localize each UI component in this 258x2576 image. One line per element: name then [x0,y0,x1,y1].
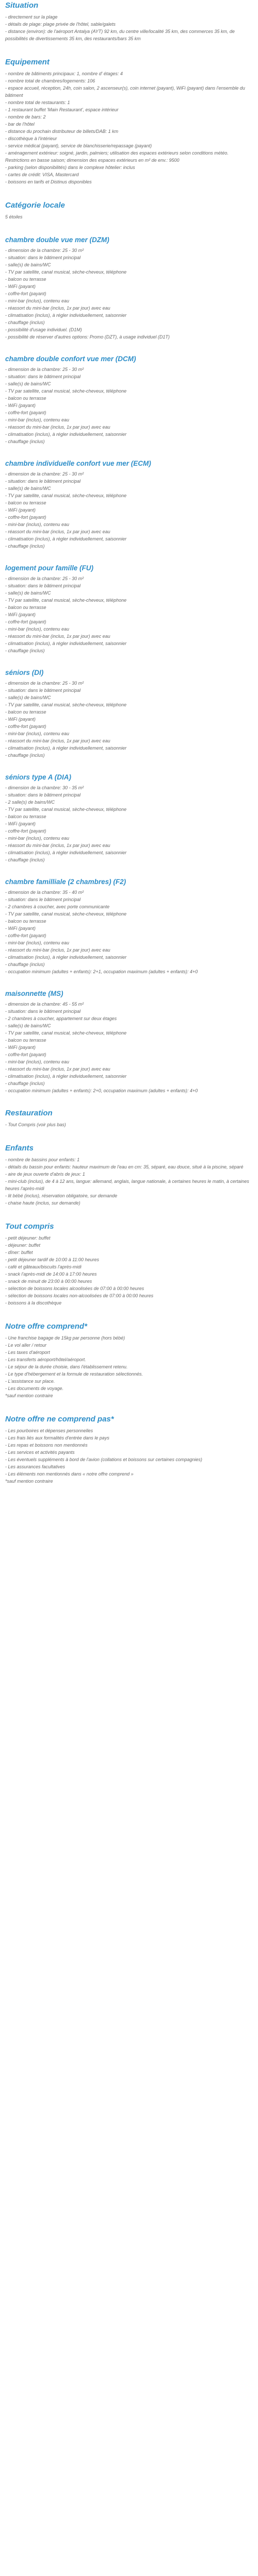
list-item: - climatisation (inclus), à régler individuellement, saisonnier [5,850,127,855]
list-item: - climatisation (inclus), à régler individuellement, saisonnier [5,1074,127,1079]
list-item: - coffre-fort (payant) [5,619,46,624]
room-features-list [5,1001,253,1094]
list-item: - bar de l'hôtel [5,122,35,127]
list-item: - nombre de bars: 2 [5,114,46,120]
room-features-list [5,680,253,759]
section-equipement [5,58,253,185]
list-item: - chauffage (inclus) [5,857,45,862]
list-item: - chauffage (inclus) [5,753,45,758]
list-item: - WiFi (payant) [5,926,36,931]
room-section [5,355,253,445]
list-item: - Le vol aller / retour [5,1343,47,1348]
list-item: - balcon ou terrasse [5,277,46,282]
list-item: - Les transferts aéroport/hôtel/aéroport. [5,1357,86,1362]
list-item: - boissons à la discothèque [5,1300,62,1306]
section-title-situation: Situation [5,1,39,10]
list-item: - distance du prochain distributeur de billets/DAB: 1 km [5,129,119,134]
rooms-container [5,236,253,1094]
list-item: - café et gâteaux/biscuits l'après-midi [5,1264,82,1269]
section-title-notre-offre-ne-comprend-pas: Notre offre ne comprend pas* [5,1415,114,1423]
list-item: - réassort du mini-bar (inclus, 1x par jour) avec eau [5,947,110,953]
list-item: - sélection de boissons locales alcoolisées de 07:00 à 00:00 heures [5,1286,144,1291]
list-item: - situation: dans le bâtiment principal [5,479,81,484]
list-item: - chauffage (inclus) [5,439,45,444]
list-item: - nombre total de chambres/logements: 106 [5,78,95,83]
section-situation [5,1,253,42]
list-item: - WiFi (payant) [5,284,36,289]
restauration-list [5,1121,253,1128]
list-item: - chauffage (inclus) [5,544,45,549]
list-item: - dimension de la chambre: 25 - 30 m² [5,681,84,686]
list-item: - WiFi (payant) [5,403,36,408]
room-section [5,990,253,1094]
list-item: - TV par satellite, canal musical, sèche-cheveux, téléphone [5,807,127,812]
list-item: - salle(s) de bains/WC [5,1023,51,1028]
section-categorie [5,201,253,221]
list-item: - TV par satellite, canal musical, sèche-cheveux, téléphone [5,388,127,394]
list-item: - TV par satellite, canal musical, sèche-cheveux, téléphone [5,911,127,917]
list-item: - coffre-fort (payant) [5,410,46,415]
list-item: - coffre-fort (payant) [5,828,46,834]
list-item: - dimension de la chambre: 25 - 30 m² [5,576,84,581]
room-title: chambre double vue mer (DZM) [5,236,109,244]
list-item: - dimension de la chambre: 45 - 55 m² [5,1002,84,1007]
list-item: - occupation minimum (adultes + enfants): 2+1, occupation maximum (adultes + enfants): 4+0 [5,969,198,974]
list-item: - climatisation (inclus), à régler individuellement, saisonnier [5,432,127,437]
list-item: - Tout Compris (voir plus bas) [5,1122,66,1127]
list-item: - 2 salle(s) de bains/WC [5,800,55,805]
list-item: - TV par satellite, canal musical, sèche-cheveux, téléphone [5,598,127,603]
list-item: - salle(s) de bains/WC [5,262,51,267]
list-item: - situation: dans le bâtiment principal [5,255,81,260]
notre-offre-comprend-note: *sauf mention contraire [5,1393,53,1398]
list-item: - WiFi (payant) [5,1045,36,1050]
list-item: - réassort du mini-bar (inclus, 1x par jour) avec eau [5,1066,110,1072]
section-title-restauration: Restauration [5,1109,53,1117]
list-item: - boissons en tarifs et Distinus disponibles [5,179,92,184]
list-item: - chauffage (inclus) [5,962,45,967]
list-item: - situation: dans le bâtiment principal [5,897,81,902]
list-item: - climatisation (inclus), à régler individuellement, saisonnier [5,745,127,751]
section-title-equipement: Equipement [5,58,50,66]
room-section [5,773,253,863]
section-title-enfants: Enfants [5,1144,34,1153]
list-item: - climatisation (inclus), à régler individuellement, saisonnier [5,641,127,646]
situation-list [5,13,253,42]
list-item: - petit déjeuner: buffet [5,1235,51,1241]
list-item: - balcon ou terrasse [5,605,46,610]
list-item: - mini-bar (inclus), contenu eau [5,836,70,841]
list-item: - dimension de la chambre: 35 - 40 m² [5,890,84,895]
list-item: - situation: dans le bâtiment principal [5,792,81,798]
list-item: - mini-bar (inclus), contenu eau [5,626,70,632]
list-item: - mini-bar (inclus), contenu eau [5,522,70,527]
list-item: - petit déjeuner tardif de 10:00 à 11:00 heures [5,1257,99,1262]
room-section [5,669,253,759]
list-item: - parking (selon disponibilités) dans le complexe hôtelier: inclus [5,165,135,170]
list-item: - Les pourboires et dépenses personnelles [5,1428,93,1433]
list-item: - TV par satellite, canal musical, sèche-cheveux, téléphone [5,493,127,498]
list-item: - situation: dans le bâtiment principal [5,1009,81,1014]
section-notre-offre-ne-comprend-pas [5,1415,253,1485]
room-features-list [5,247,253,341]
list-item: - espace accueil, réception, 24h, coin salon, 2 ascenseur(s), coin internet (payant), WiFi (payant) dans l'ensemble du bâtiment [5,86,245,98]
room-features-list [5,470,253,550]
list-item: - mini-bar (inclus), contenu eau [5,417,70,422]
list-item: - coffre-fort (payant) [5,724,46,729]
list-item: - chauffage (inclus) [5,320,45,325]
list-item: - salle(s) de bains/WC [5,486,51,491]
list-item: - WiFi (payant) [5,612,36,617]
list-item: - dimension de la chambre: 25 - 30 m² [5,471,84,477]
room-section [5,878,253,975]
list-item: - dimension de la chambre: 30 - 35 m² [5,785,84,790]
room-title: maisonnette (MS) [5,990,63,997]
list-item: - 2 chambres à coucher, appartement sur deux étages [5,1016,117,1021]
list-item: - lit bébé (inclus), réservation obligatoire, sur demande [5,1193,118,1198]
list-item: - occupation minimum (adultes + enfants): 2+0, occupation maximum (adultes + enfants): 4+0 [5,1088,198,1093]
list-item: - coffre-fort (payant) [5,515,46,520]
list-item: - nombre total de restaurants: 1 [5,100,70,105]
notre-offre-comprend-list [5,1334,253,1392]
list-item: - Le type d'hébergement et la formule de restauration sélectionnés. [5,1371,143,1377]
section-title-tout-compris: Tout compris [5,1222,54,1231]
list-item: - Les services et activités payants [5,1450,75,1455]
section-notre-offre-comprend [5,1322,253,1399]
list-item: - salle(s) de bains/WC [5,381,51,386]
list-item: - cartes de crédit: VISA, Mastercard [5,172,79,177]
list-item: - situation: dans le bâtiment principal [5,583,81,588]
list-item: - coffre-fort (payant) [5,1052,46,1057]
room-section [5,236,253,341]
list-item: - mini-bar (inclus), contenu eau [5,940,70,945]
list-item: - TV par satellite, canal musical, sèche-cheveux, téléphone [5,1030,127,1036]
room-features-list [5,784,253,863]
list-item: - dimension de la chambre: 25 - 30 m² [5,367,84,372]
categorie-value: 5 étoiles [5,214,23,219]
room-title: chambre familliale (2 chambres) (F2) [5,878,126,886]
list-item: - salle(s) de bains/WC [5,590,51,596]
list-item: - WiFi (payant) [5,821,36,826]
list-item: - Le séjour de la durée choisie, dans l'établissement retenu. [5,1364,128,1369]
list-item: - chauffage (inclus) [5,648,45,653]
list-item: - mini-bar (inclus), contenu eau [5,731,70,736]
notre-offre-ne-comprend-pas-note: *sauf mention contraire [5,1479,53,1484]
list-item: - déjeuner: buffet [5,1243,41,1248]
list-item: - possibilité d'usage individuel. (D1M) [5,327,82,332]
list-item: - Les assurances facultatives [5,1464,66,1469]
list-item: - mini-bar (inclus), contenu eau [5,298,70,303]
list-item: - balcon ou terrasse [5,500,46,505]
notre-offre-ne-comprend-pas-list [5,1427,253,1478]
list-item: - WiFi (payant) [5,507,36,513]
list-item: - climatisation (inclus), à régler individuellement, saisonnier [5,313,127,318]
room-section [5,460,253,550]
list-item: - TV par satellite, canal musical, sèche-cheveux, téléphone [5,269,127,275]
list-item: - nombre de bassins pour enfants: 1 [5,1157,80,1162]
list-item: - climatisation (inclus), à régler individuellement, saisonnier [5,955,127,960]
room-section [5,564,253,654]
list-item: - TV par satellite, canal musical, sèche-cheveux, téléphone [5,702,127,707]
list-item: - snack de minuit de 23:00 à 00:00 heures [5,1279,92,1284]
list-item: - balcon ou terrasse [5,814,46,819]
list-item: - aménagement extérieur: soigné, jardin, palmiers; utilisation des espaces extérieurs selon conditions météo. Restrictions en basse saison; dimension des espaces extérieurs en m² de env.: 9500 [5,150,229,163]
list-item: - réassort du mini-bar (inclus, 1x par jour) avec eau [5,634,110,639]
room-features-list [5,889,253,975]
list-item: - chauffage (inclus) [5,1081,45,1086]
section-restauration [5,1109,253,1128]
list-item: - directement sur la plage [5,14,58,20]
list-item: - 2 chambres à coucher, avec porte communicante [5,904,110,909]
section-enfants [5,1144,253,1207]
list-item: - sélection de boissons locales non-alcoolisées de 07:00 à 00:00 heures [5,1293,154,1298]
list-item: - réassort du mini-bar (inclus, 1x par jour) avec eau [5,738,110,743]
list-item: - réassort du mini-bar (inclus, 1x par jour) avec eau [5,425,110,430]
list-item: - snack l'après-midi de 14:00 à 17:00 heures [5,1272,97,1277]
list-item: - climatisation (inclus), à régler individuellement, saisonnier [5,536,127,541]
list-item: - Les frais liés aux formalités d'entrée dans le pays [5,1435,109,1440]
list-item: - balcon ou terrasse [5,709,46,715]
list-item: - réassort du mini-bar (inclus, 1x par jour) avec eau [5,306,110,311]
room-features-list [5,575,253,654]
section-title-notre-offre-comprend: Notre offre comprend* [5,1322,87,1331]
list-item: - chaise haute (inclus, sur demande) [5,1200,80,1206]
list-item: - discothèque à l'intérieur [5,136,57,141]
room-title: chambre double confort vue mer (DCM) [5,355,136,363]
list-item: - situation: dans le bâtiment principal [5,374,81,379]
list-item: - Les éventuels suppléments à bord de l'avion (collations et boissons sur certaines compagnies) [5,1457,202,1462]
list-item: - L'assistance sur place. [5,1379,55,1384]
list-item: - salle(s) de bains/WC [5,695,51,700]
list-item: - mini-club (inclus), de 4 à 12 ans, langue: allemand, anglais, langue nationale, à certaines heures le matin, à certaines heures l'après-midi [5,1179,249,1191]
list-item: - possibilité de réserver d'autres options: Promo (DZT), à usage individuel (D1T) [5,334,170,340]
list-item: - aire de jeux ouverte d'abris de jeux: 1 [5,1172,85,1177]
list-item: - nombre de bâtiments principaux: 1, nombre d' étages: 4 [5,71,123,76]
list-item: - 1 restaurant buffet 'Main Restaurant', espace intérieur [5,107,119,112]
equipement-list [5,70,253,185]
room-title: séniors type A (DIA) [5,773,72,781]
list-item: - service médical (payant), service de blanchisserie/repassage (payant) [5,143,152,148]
list-item: - balcon ou terrasse [5,1038,46,1043]
list-item: - distance (environ): de l'aéroport Antalya (AYT) 92 km, du centre ville/localité 35 km, des commerces 35 km, de possibilités de divertissements 35 km, des restaurants/bars 35 km [5,29,235,41]
list-item: - réassort du mini-bar (inclus, 1x par jour) avec eau [5,843,110,848]
room-title: logement pour famille (FU) [5,564,94,572]
list-item: - Les documents de voyage. [5,1386,64,1391]
list-item: - WiFi (payant) [5,717,36,722]
room-features-list [5,366,253,445]
list-item: - dimension de la chambre: 25 - 30 m² [5,248,84,253]
list-item: - balcon ou terrasse [5,919,46,924]
list-item: - détails de plage: plage privée de l'hôtel, sable/galets [5,22,116,27]
section-title-categorie: Catégorie locale [5,201,65,210]
tout-compris-list [5,1234,253,1307]
list-item: - détails du bassin pour enfants: hauteur maximum de l'eau en cm: 35, séparé, eau douce, situé à la piscine, séparé [5,1164,244,1170]
list-item: - Les repas et boissons non mentionnés [5,1443,88,1448]
list-item: - Les taxes d'aéroport [5,1350,50,1355]
list-item: - coffre-fort (payant) [5,933,46,938]
list-item: - Les éléments non mentionnés dans « notre offre comprend » [5,1471,134,1477]
room-title: chambre individuelle confort vue mer (ECM) [5,460,151,467]
list-item: - mini-bar (inclus), contenu eau [5,1059,70,1064]
list-item: - dîner: buffet [5,1250,33,1255]
list-item: - coffre-fort (payant) [5,291,46,296]
enfants-list [5,1156,253,1207]
list-item: - balcon ou terrasse [5,396,46,401]
section-tout-compris [5,1222,253,1307]
room-title: séniors (DI) [5,669,44,676]
list-item: - Une franchise bagage de 15kg par personne (hors bébé) [5,1335,125,1341]
list-item: - réassort du mini-bar (inclus, 1x par jour) avec eau [5,529,110,534]
list-item: - situation: dans le bâtiment principal [5,688,81,693]
